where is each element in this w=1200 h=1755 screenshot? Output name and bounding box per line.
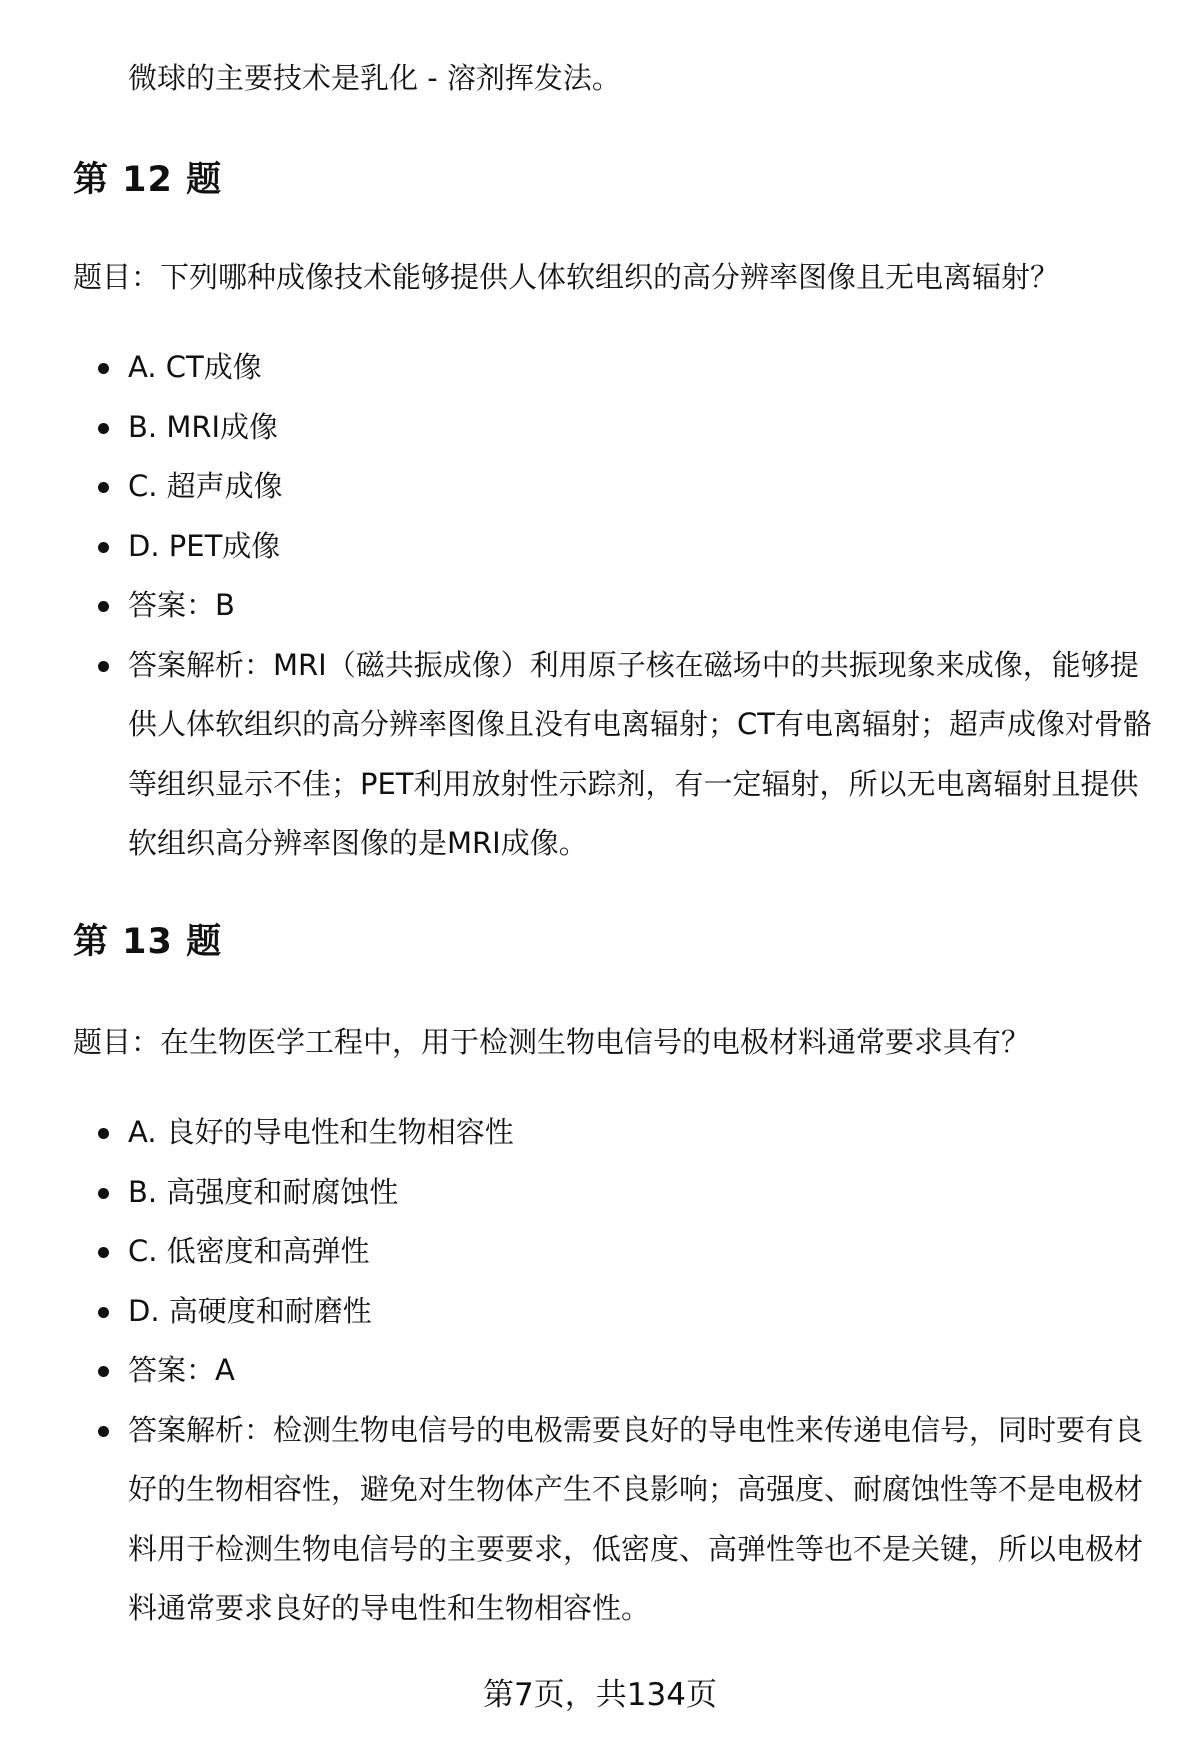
continuation-text: 微球的主要技术是乳化 - 溶剂挥发法。: [128, 61, 621, 95]
question-13-option-b: B. 高强度和耐腐蚀性: [0, 1163, 1200, 1223]
page-footer: 第7页，共134页: [483, 1677, 717, 1713]
bullet-icon: [98, 1426, 109, 1437]
bullet-icon: [98, 482, 109, 493]
bullet-icon: [98, 601, 109, 612]
question-12-option-a: A. CT成像: [0, 338, 1200, 398]
question-13-explanation: 答案解析：检测生物电信号的电极需要良好的导电性来传递电信号，同时要有良好的生物相容性，避免对生物体产生不良影响；高强度、耐腐蚀性等不是电极材料用于检测生物电信号的主要要求，低密度、高弹性等也不是关键，所以电极材料通常要求良好的导电性和生物相容性。: [0, 1401, 1200, 1639]
bullet-icon: [98, 1128, 109, 1139]
bullet-icon: [98, 1366, 109, 1377]
bullet-icon: [98, 542, 109, 553]
question-12-answer: 答案：B: [0, 576, 1200, 636]
bullet-icon: [98, 423, 109, 434]
bullet-icon: [98, 1247, 109, 1258]
question-12-heading: 第 12 题: [73, 160, 223, 200]
bullet-icon: [98, 1188, 109, 1199]
question-12-explanation: 答案解析：MRI（磁共振成像）利用原子核在磁场中的共振现象来成像，能够提供人体软组织的高分辨率图像且没有电离辐射；CT有电离辐射；超声成像对骨骼等组织显示不佳；PET利用放射性示踪剂，有一定辐射，所以无电离辐射且提供软组织高分辨率图像的是MRI成像。: [0, 636, 1200, 874]
question-13-option-d: D. 高硬度和耐磨性: [0, 1282, 1200, 1342]
bullet-icon: [98, 661, 109, 672]
question-12-option-b: B. MRI成像: [0, 398, 1200, 458]
question-13-option-c: C. 低密度和高弹性: [0, 1222, 1200, 1282]
question-12-stem: 题目：下列哪种成像技术能够提供人体软组织的高分辨率图像且无电离辐射？: [73, 260, 1060, 294]
question-12-list: [0, 338, 1200, 874]
question-12-option-d: D. PET成像: [0, 517, 1200, 577]
question-13-stem: 题目：在生物医学工程中，用于检测生物电信号的电极材料通常要求具有？: [73, 1025, 1031, 1059]
question-12-option-c: C. 超声成像: [0, 457, 1200, 517]
question-13-list: [0, 1103, 1200, 1639]
bullet-icon: [98, 1307, 109, 1318]
bullet-icon: [98, 363, 109, 374]
question-13-heading: 第 13 题: [73, 922, 223, 962]
question-13-option-a: A. 良好的导电性和生物相容性: [0, 1103, 1200, 1163]
question-13-answer: 答案：A: [0, 1341, 1200, 1401]
